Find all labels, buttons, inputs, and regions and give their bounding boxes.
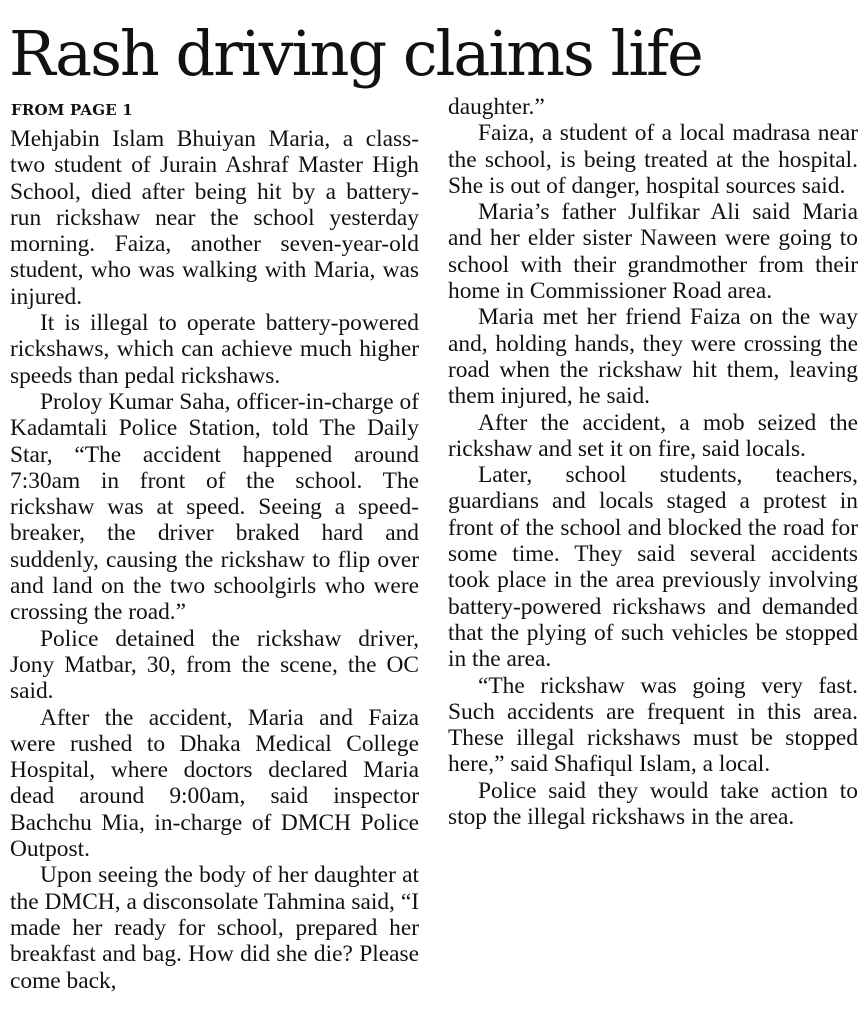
paragraph: Maria met her friend Faiza on the way and, holding hands, they were crossing the road when the rickshaw hit them, leaving them injured, he said. <box>448 304 858 410</box>
paragraph: Maria’s father Julfikar Ali said Maria and her elder sister Naween were going to school with their grandmother from their home in Commissioner Road area. <box>448 199 858 305</box>
paragraph: Later, school students, teachers, guardians and locals staged a protest in front of the school and blocked the road for some time. They said several accidents took place in the area previously involving battery-powered rickshaws and demanded that the plying of such vehicles be stopped in the area. <box>448 462 858 673</box>
left-column <box>10 126 419 994</box>
continuation-kicker: FROM PAGE 1 <box>11 101 133 119</box>
right-column <box>448 94 858 830</box>
paragraph: Police said they would take action to stop the illegal rickshaws in the area. <box>448 777 858 831</box>
paragraph-continuation: daughter.” <box>448 94 545 120</box>
headline: Rash driving claims life <box>9 17 702 90</box>
paragraph: “The rickshaw was going very fast. Such accidents are frequent in this area. These illegal rickshaws must be stopped here,” said Shafiqul Islam, a local. <box>448 672 858 778</box>
paragraph: It is illegal to operate battery-powered rickshaws, which can achieve much higher speeds than pedal rickshaws. <box>10 310 419 389</box>
paragraph: Mehjabin Islam Bhuiyan Maria, a class-two student of Jurain Ashraf Master High School, died after being hit by a battery-run rickshaw near the school yesterday morning. Faiza, another seven-year-old student, who was walking with Maria, was injured. <box>10 126 419 310</box>
paragraph: Upon seeing the body of her daughter at the DMCH, a disconsolate Tahmina said, “I made her ready for school, prepared her breakfast and bag. How did she die? Please come back, <box>10 862 419 994</box>
paragraph: Faiza, a student of a local madrasa near the school, is being treated at the hospital. She is out of danger, hospital sources said. <box>448 120 858 199</box>
paragraph: After the accident, Maria and Faiza were rushed to Dhaka Medical College Hospital, where doctors declared Maria dead around 9:00am, said inspector Bachchu Mia, in-charge of DMCH Police Outpost. <box>10 704 419 863</box>
paragraph: Police detained the rickshaw driver, Jony Matbar, 30, from the scene, the OC said. <box>10 625 419 705</box>
paragraph: After the accident, a mob seized the rickshaw and set it on fire, said locals. <box>448 409 858 462</box>
paragraph: Proloy Kumar Saha, officer-in-charge of Kadamtali Police Station, told The Daily Star, “The accident happened around 7:30am in front of the school. The rickshaw was at speed. Seeing a speed-breaker, the driver braked hard and suddenly, causing the rickshaw to flip over and land on the two schoolgirls who were crossing the road.” <box>10 388 419 626</box>
